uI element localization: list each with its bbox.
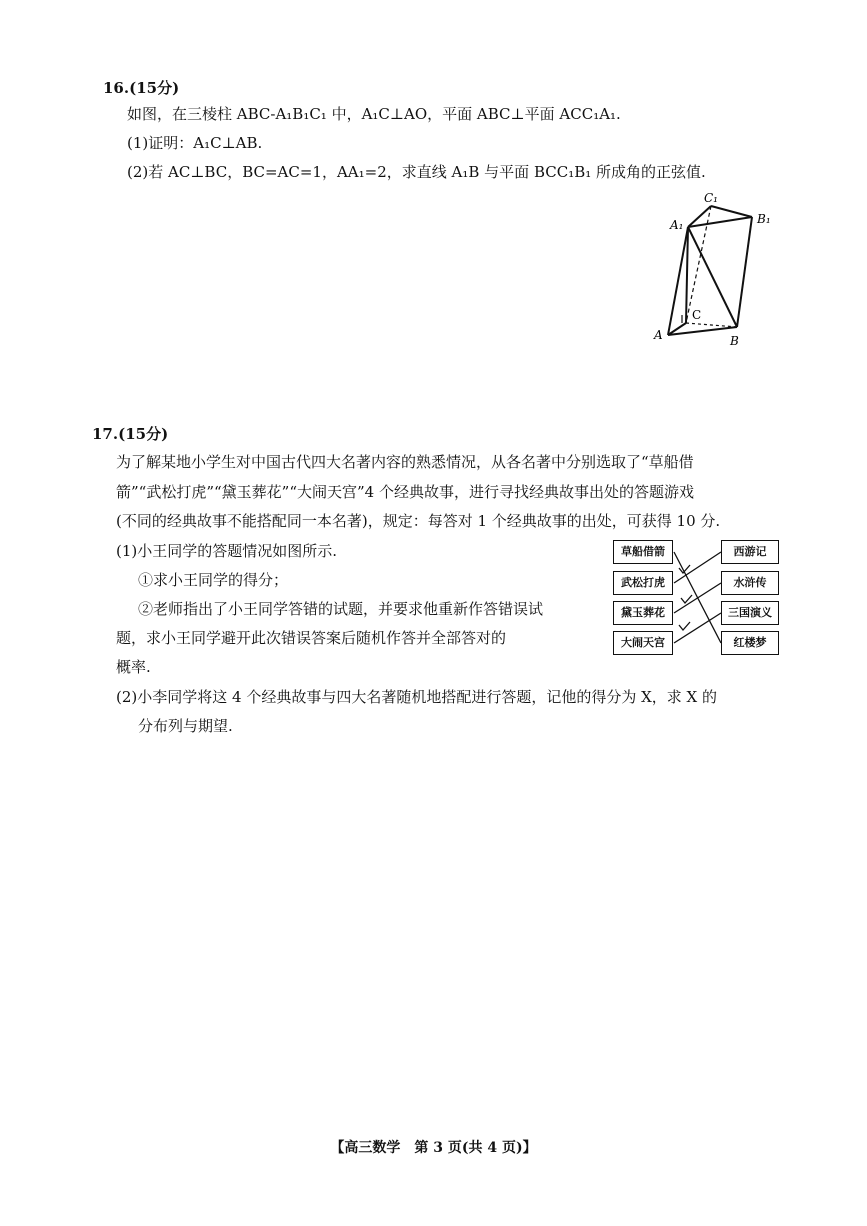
matching-lines [613,540,783,660]
story-box: 黛玉葬花 [613,601,673,625]
edge-c1-b1 [711,206,752,217]
q16-stem: 如图，在三棱柱 ABC-A₁B₁C₁ 中，A₁C⊥AO，平面 ABC⊥平面 ACC₁A₁. [127,105,621,123]
novel-box: 水浒传 [721,571,779,595]
q17-sub2-line2: 题，求小王同学避开此次错误答案后随机作答并全部答对的 [116,629,507,647]
edge-a1-a [668,227,688,335]
story-box: 草船借箭 [613,540,673,564]
label-a: A [654,328,663,342]
q17-intro-line3: (不同的经典故事不能搭配同一本名著)，规定：每答对 1 个经典故事的出处，可获得 10 分. [116,512,721,530]
q17-sub1: ①求小王同学的得分； [138,571,289,589]
q17-number: 17.(15分) [92,425,169,443]
q17-sub2-line3: 概率. [116,658,151,676]
q17-intro-line2: 箭”“武松打虎”“黛玉葬花”“大闹天宫”4 个经典故事，进行寻找经典故事出处的答题游戏 [116,483,694,501]
match-line-2 [674,552,721,583]
q17-part2-line1: (2)小李同学将这 4 个经典故事与四大名著随机地搭配进行答题，记他的得分为 X，求 X 的 [116,688,717,706]
q16-number: 16.(15分) [103,79,180,97]
story-box: 大闹天宫 [613,631,673,655]
q17-part1: (1)小王同学的答题情况如图所示. [116,542,338,560]
novel-box: 西游记 [721,540,779,564]
q17-sub2-line1: ②老师指出了小王同学答错的试题，并要求他重新作答错误试 [138,600,544,618]
novel-box: 红楼梦 [721,631,779,655]
matching-figure [613,540,783,660]
edge-b1-b [737,217,752,327]
edge-c-b [686,323,737,327]
novel-box: 三国演义 [721,601,779,625]
page-footer: 【高三数学 第 3 页(共 4 页)】 [330,1140,537,1156]
prism-figure [640,185,790,350]
q16-part2: (2)若 AC⊥BC，BC=AC=1，AA₁=2，求直线 A₁B 与平面 BCC₁B₁ 所成角的正弦值. [127,163,706,181]
q16-part1: (1)证明：A₁C⊥AB. [127,134,263,152]
q17-intro-line1: 为了解某地小学生对中国古代四大名著内容的熟悉情况，从各名著中分别选取了“草船借 [116,453,694,471]
label-a1: A₁ [670,218,684,232]
label-c: C [692,308,702,322]
q17-part2-line2: 分布列与期望. [138,717,233,735]
label-b: B [730,334,739,348]
check-mark-icon [679,622,690,630]
story-box: 武松打虎 [613,571,673,595]
label-c1: C₁ [704,191,718,205]
label-b1: B₁ [757,212,771,226]
